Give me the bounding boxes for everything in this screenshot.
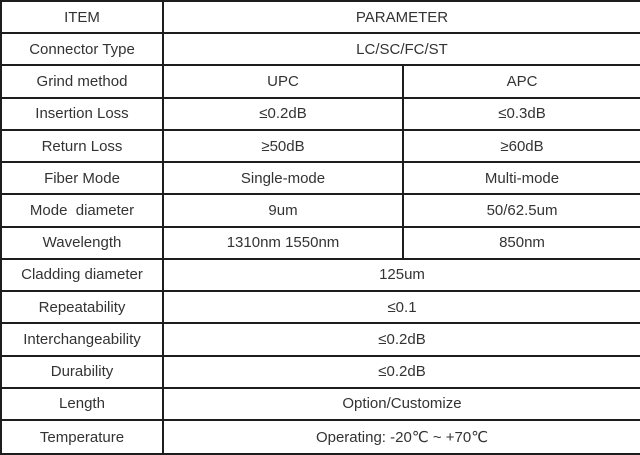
item-cell: Length <box>1 388 163 420</box>
table-row-durability <box>1 356 640 388</box>
table-row-return-loss <box>1 130 640 162</box>
value-cell-apc: ≥60dB <box>403 130 640 162</box>
table-row-fiber-mode <box>1 162 640 194</box>
table-row-mode-diameter <box>1 194 640 226</box>
value-cell-multi: 50/62.5um <box>403 194 640 226</box>
value-cell-apc: APC <box>403 65 640 97</box>
item-cell: Connector Type <box>1 33 163 65</box>
value-cell: ≤0.1 <box>163 291 640 323</box>
value-cell-single: 1310nm 1550nm <box>163 227 403 259</box>
table-row-temperature <box>1 420 640 454</box>
table-header-row <box>1 1 640 33</box>
value-cell-single: 9um <box>163 194 403 226</box>
item-cell: Return Loss <box>1 130 163 162</box>
item-cell: Wavelength <box>1 227 163 259</box>
value-cell: Option/Customize <box>163 388 640 420</box>
value-cell-multi: 850nm <box>403 227 640 259</box>
table-row-interchangeability <box>1 323 640 355</box>
item-cell: Repeatability <box>1 291 163 323</box>
value-cell-upc: ≥50dB <box>163 130 403 162</box>
item-cell: Fiber Mode <box>1 162 163 194</box>
table-row-insertion-loss <box>1 98 640 130</box>
table-row-length <box>1 388 640 420</box>
item-cell: Grind method <box>1 65 163 97</box>
table-row-cladding-diameter <box>1 259 640 291</box>
value-cell-upc: UPC <box>163 65 403 97</box>
table-row-connector-type <box>1 33 640 65</box>
item-cell: Insertion Loss <box>1 98 163 130</box>
value-cell-single: Single-mode <box>163 162 403 194</box>
value-cell-apc: ≤0.3dB <box>403 98 640 130</box>
item-cell: Temperature <box>1 420 163 454</box>
item-cell: Cladding diameter <box>1 259 163 291</box>
value-cell-upc: ≤0.2dB <box>163 98 403 130</box>
value-cell: 125um <box>163 259 640 291</box>
item-cell: Durability <box>1 356 163 388</box>
value-cell-multi: Multi-mode <box>403 162 640 194</box>
item-cell: Mode diameter <box>1 194 163 226</box>
value-cell: Operating: -20℃ ~ +70℃ <box>163 420 640 454</box>
header-parameter-cell: PARAMETER <box>163 1 640 33</box>
value-cell: LC/SC/FC/ST <box>163 33 640 65</box>
header-item-cell: ITEM <box>1 1 163 33</box>
table-row-grind-method <box>1 65 640 97</box>
table-row-wavelength <box>1 227 640 259</box>
item-cell: Interchangeability <box>1 323 163 355</box>
table-row-repeatability <box>1 291 640 323</box>
value-cell: ≤0.2dB <box>163 323 640 355</box>
value-cell: ≤0.2dB <box>163 356 640 388</box>
